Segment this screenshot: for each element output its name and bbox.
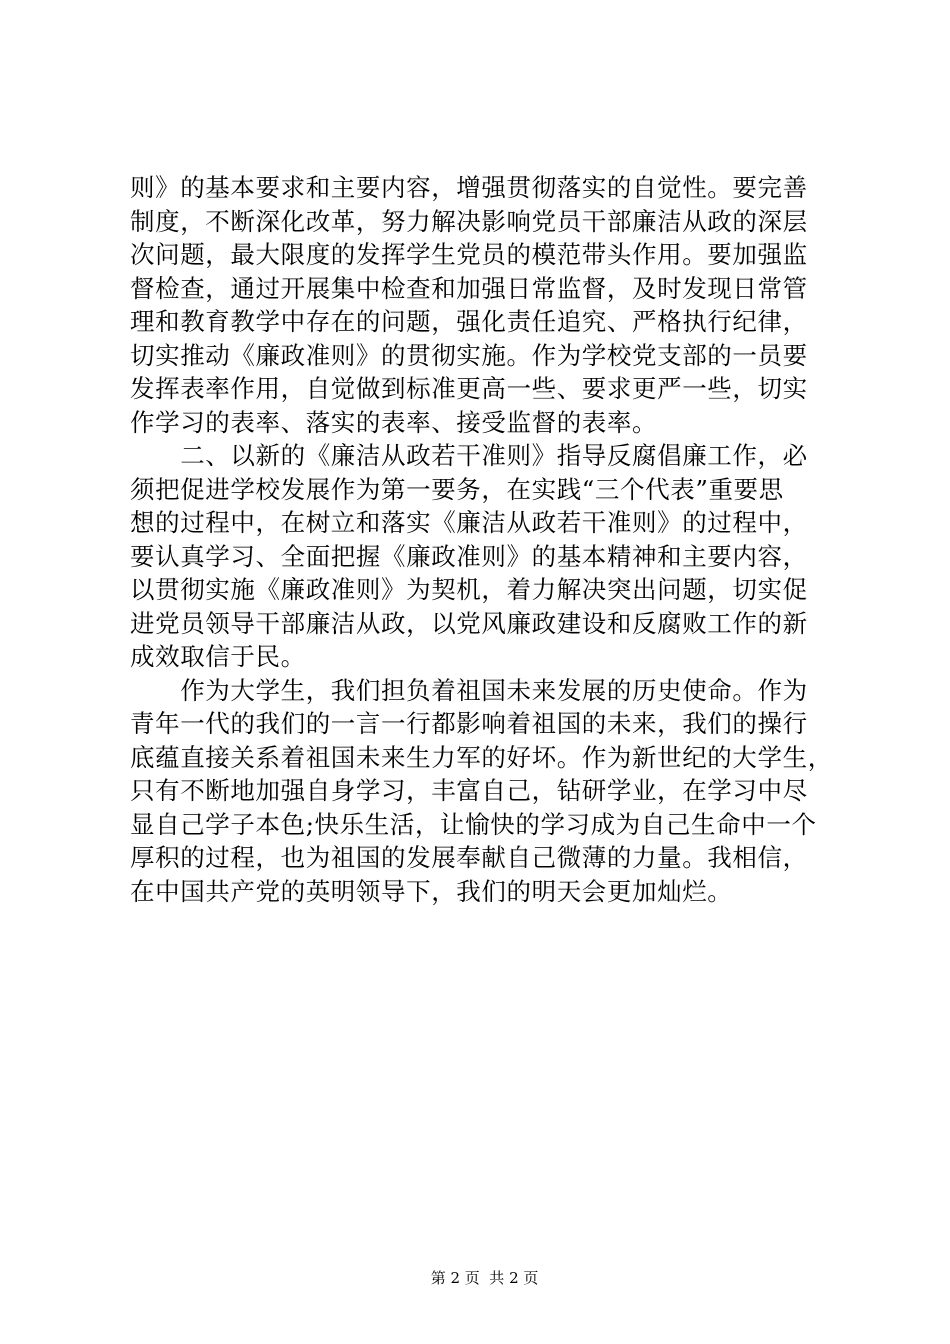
page-number-label: 第 2 页 共 2 页 (430, 1269, 539, 1287)
text-line: 要认真学习、全面把握《廉政准则》的基本精神和主要内容， (130, 541, 808, 571)
text-line: 须把促进学校发展作为第一要务，在实践“三个代表”重要思 (130, 474, 784, 504)
text-line: 底蕴直接关系着祖国未来生力军的好坏。作为新世纪的大学生， (130, 742, 833, 772)
text-line: 则》的基本要求和主要内容，增强贯彻落实的自觉性。要完善 (130, 173, 808, 202)
text-line: 厚积的过程，也为祖国的发展奉献自己微薄的力量。我相信， (130, 843, 808, 872)
text-line: 督检查，通过开展集中检查和加强日常监督，及时发现日常管 (130, 273, 808, 303)
body-text (130, 171, 833, 908)
text-line: 作为大学生，我们担负着祖国未来发展的历史使命。作为 (130, 675, 808, 705)
page-footer (0, 1242, 950, 1314)
text-line: 显自己学子本色;快乐生活，让愉快的学习成为自己生命中一个 (130, 809, 817, 839)
text-line: 在中国共产党的英明领导下，我们的明天会更加灿烂。 (130, 876, 733, 906)
text-line: 成效取信于民。 (130, 642, 306, 671)
text-line: 发挥表率作用，自觉做到标准更高一些、要求更严一些，切实 (130, 374, 808, 403)
text-line: 制度，不断深化改革，努力解决影响党员干部廉洁从政的深层 (130, 206, 808, 236)
text-line: 只有不断地加强自身学习，丰富自己，钻研学业，在学习中尽 (130, 776, 808, 805)
text-line: 二、以新的《廉洁从政若干准则》指导反腐倡廉工作，必 (130, 441, 808, 470)
text-line: 进党员领导干部廉洁从政，以党风廉政建设和反腐败工作的新 (130, 608, 808, 638)
text-line: 切实推动《廉政准则》的贯彻实施。作为学校党支部的一员要 (130, 340, 808, 370)
text-line: 次问题，最大限度的发挥学生党员的模范带头作用。要加强监 (130, 240, 808, 269)
text-line: 作学习的表率、落实的表率、接受监督的表率。 (130, 407, 658, 437)
text-line: 以贯彻实施《廉政准则》为契机，着力解决突出问题，切实促 (130, 575, 808, 604)
text-line: 想的过程中，在树立和落实《廉洁从政若干准则》的过程中， (130, 508, 808, 537)
text-line: 青年一代的我们的一言一行都影响着祖国的未来，我们的操行 (130, 709, 808, 738)
text-line: 理和教育教学中存在的问题，强化责任追究、严格执行纪律， (130, 307, 808, 336)
